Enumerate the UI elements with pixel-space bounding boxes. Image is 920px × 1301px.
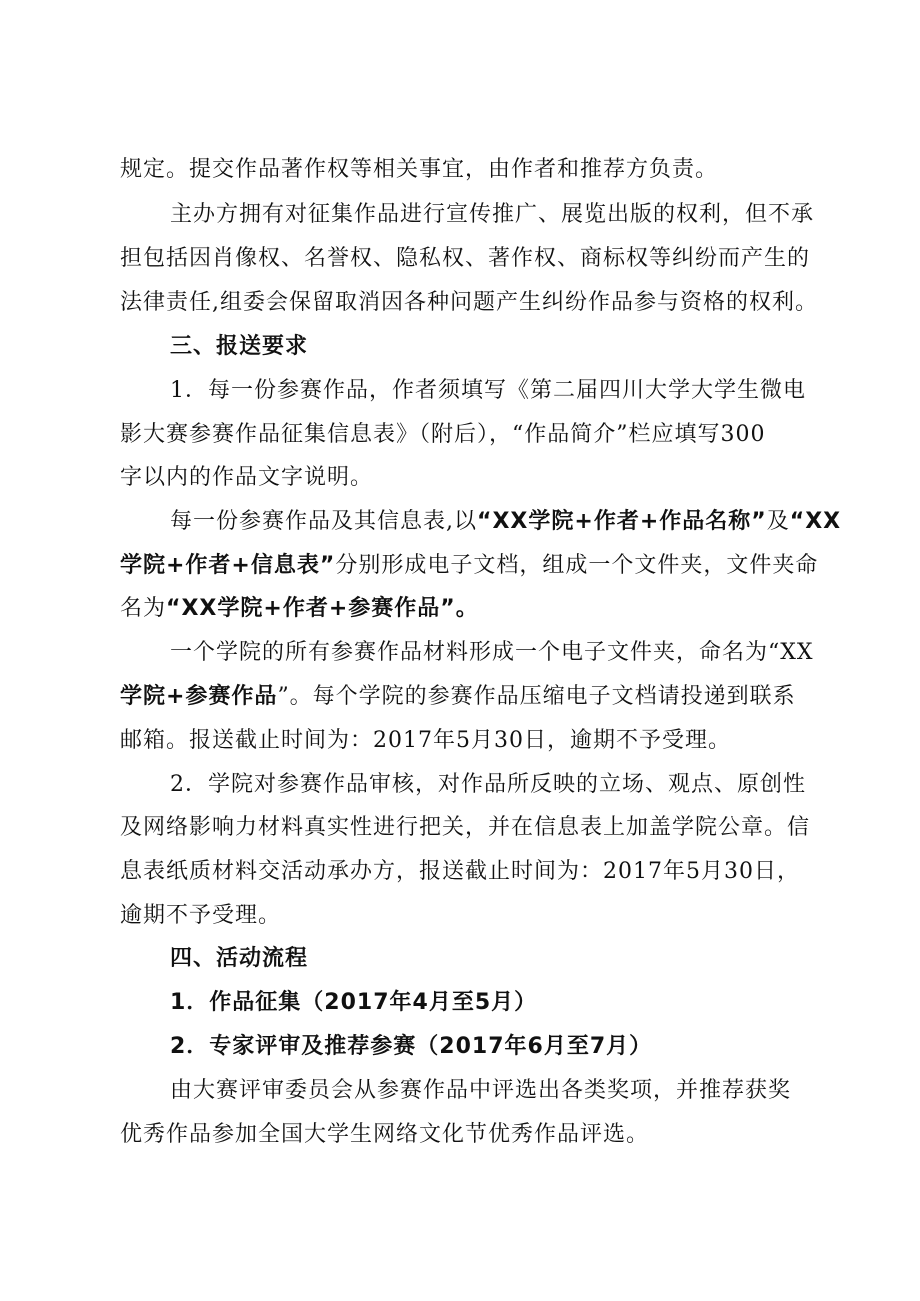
naming-line-1 — [170, 507, 841, 537]
folder-line-2 — [120, 682, 796, 712]
section4-heading: 四、活动流程 — [170, 946, 309, 971]
item2-line-3: 息表纸质材料交活动承办方，报送截止时间为：2017年5月30日， — [120, 859, 800, 884]
step1: 1．作品征集（2017年4月至5月） — [170, 990, 538, 1015]
item2-line-1: 2．学院对参赛作品审核，对作品所反映的立场、观点、原创性 — [170, 772, 806, 797]
folder-line-1: 一个学院的所有参赛作品材料形成一个电子文件夹，命名为“XX — [170, 640, 814, 665]
naming-and: 及 — [766, 509, 790, 534]
process-line-1: 由大赛评审委员会从参赛作品中评选出各类奖项，并推荐获奖 — [170, 1078, 792, 1103]
naming-text: 每一份参赛作品及其信息表,以 — [170, 509, 477, 534]
naming-format-info-end: 学院+作者+信息表” — [120, 553, 336, 578]
naming-format-work: “XX学院+作者+作品名称” — [477, 509, 767, 534]
naming-format-info-start: “XX — [789, 509, 842, 534]
naming-text-3: 名为 — [120, 596, 167, 621]
rights-line-1: 主办方拥有对征集作品进行宣传推广、展览出版的权利，但不承 — [170, 202, 815, 227]
item1-line-1: 1．每一份参赛作品，作者须填写《第二届四川大学大学生微电 — [170, 378, 806, 403]
naming-text-2: 分别形成电子文档，组成一个文件夹，文件夹命 — [335, 553, 819, 578]
item2-line-2: 及网络影响力材料真实性进行把关，并在信息表上加盖学院公章。信 — [120, 815, 811, 840]
naming-line-2 — [120, 551, 818, 581]
naming-folder-format: “XX学院+作者+参赛作品”。 — [166, 596, 479, 621]
copyright-line-1: 规定。提交作品著作权等相关事宜，由作者和推荐方负责。 — [120, 157, 719, 182]
rights-line-2: 担包括因肖像权、名誉权、隐私权、著作权、商标权等纠纷而产生的 — [120, 246, 811, 271]
rights-line-3: 法律责任,组委会保留取消因各种问题产生纠纷作品参与资格的权利。 — [120, 290, 818, 315]
item1-line-2: 影大赛参赛作品征集信息表》（附后），“作品简介”栏应填写300 — [120, 422, 766, 447]
folder-format: 学院+参赛作品 — [120, 684, 278, 709]
step2: 2．专家评审及推荐参赛（2017年6月至7月） — [170, 1034, 653, 1059]
item2-line-4: 逾期不予受理。 — [120, 903, 282, 928]
process-line-2: 优秀作品参加全国大学生网络文化节优秀作品评选。 — [120, 1122, 650, 1147]
folder-text: ”。每个学院的参赛作品压缩电子文档请投递到联系 — [277, 684, 796, 709]
section3-heading: 三、报送要求 — [170, 334, 309, 359]
folder-line-3: 邮箱。报送截止时间为：2017年5月30日，逾期不予受理。 — [120, 728, 731, 753]
naming-line-3 — [120, 594, 479, 624]
item1-line-3: 字以内的作品文字说明。 — [120, 465, 374, 490]
